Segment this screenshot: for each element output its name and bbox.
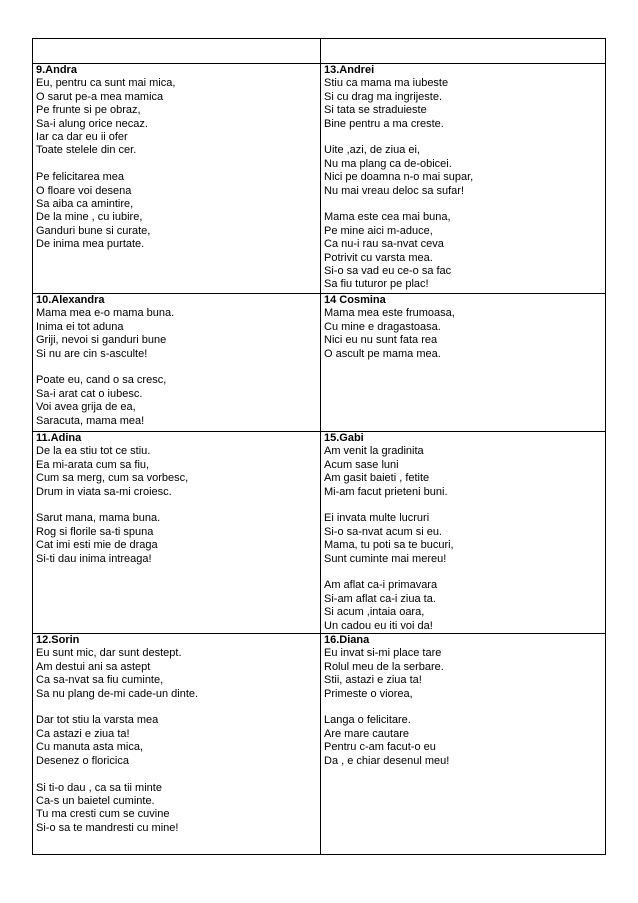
poem-stanza: Am aflat ca-i primavara Si-am aflat ca-i ziua ta. Si acum ,intaia oara, Un cadou eu iti voi da! [324,579,438,632]
poem-stanza: Langa o felicitare. Are mare cautare Pentru c-am facut-o eu Da , e chiar desenul meu! [324,714,450,767]
poem-cell-andra [33,64,321,294]
poem-title: 11.Adina [36,432,82,444]
poem-row [33,634,606,855]
poem-stanza: Eu invat si-mi place tare Rolul meu de la serbare. Stii, astazi e ziua ta! Primeste o viorea, [324,647,444,700]
poem-title: 15.Gabi [324,432,364,444]
header-cell-left [33,39,321,64]
poem-stanza: Pe felicitarea mea O floare voi desena Sa aiba ca amintire, De la mine , cu iubire, Ganduri bune si curate, De inima mea purtate. [36,171,151,251]
poem-title: 14 Cosmina [324,294,386,306]
poem-cell-andrei [321,64,606,294]
poem-stanza: Ei invata multe lucruri Si-o sa-nvat acum si eu. Mama, tu poti sa te bucuri, Sunt cuminte mai mereu! [324,512,454,565]
poem-stanza: Uite ,azi, de ziua ei, Nu ma plang ca de-obicei. Nici pe doamna n-o mai supar, Nu mai vreau deloc sa sufar! [324,144,474,197]
poem-cell-diana [321,634,606,855]
poem-stanza: Mama mea e-o mama buna. Inima ei tot aduna Griji, nevoi si ganduri bune Si nu are cin s-asculte! [36,307,175,360]
poem-stanza: Stiu ca mama ma iubeste Si cu drag ma ingrijeste. Si tata se straduieste Bine pentru a ma creste. [324,77,449,130]
poem-cell-alexandra [33,294,321,432]
poem-title: 10.Alexandra [36,294,105,306]
poem-row [33,64,606,294]
poem-stanza: Eu sunt mic, dar sunt destept. Am destui ani sa astept Ca sa-nvat sa fiu cuminte, Sa nu plang de-mi cade-un dinte. [36,647,199,700]
poem-title: 9.Andra [36,64,77,76]
poem-stanza: De la ea stiu tot ce stiu. Ea mi-arata cum sa fiu, Cum sa merg, cum sa vorbesc, Drum in viata sa-mi croiesc. [36,445,189,498]
poem-cell-cosmina [321,294,606,432]
poem-stanza: Poate eu, cand o sa cresc, Sa-i arat cat o iubesc. Voi avea grija de ea, Saracuta, mama mea! [36,374,167,427]
poem-row [33,294,606,432]
poem-stanza: Si ti-o dau , ca sa tii minte Ca-s un baietel cuminte. Tu ma cresti cum se cuvine Si-o sa te mandresti cu mine! [36,781,179,834]
poem-stanza: Dar tot stiu la varsta mea Ca astazi e ziua ta! Cu manuta asta mica, Desenez o floricica [36,714,159,767]
poem-title: 16.Diana [324,634,370,647]
poem-cell-sorin [33,634,321,855]
poem-row [33,432,606,634]
poem-cell-gabi [321,432,606,634]
header-cell-right [321,39,606,64]
poem-stanza: Mama este cea mai buna, Pe mine aici m-aduce, Ca nu-i rau sa-nvat ceva Potrivit cu varsta mea. Si-o sa vad eu ce-o sa fac Sa fiu tuturor pe plac! [324,211,452,291]
poem-stanza: Mama mea este frumoasa, Cu mine e dragastoasa. Nici eu nu sunt fata rea O ascult pe mama mea. [324,307,455,360]
poem-cell-adina [33,432,321,634]
poem-stanza: Am venit la gradinita Acum sase luni Am gasit baieti , fetite Mi-am facut prieteni buni. [324,445,448,498]
poems-table [32,38,606,855]
poem-stanza: Eu, pentru ca sunt mai mica, O sarut pe-a mea mamica Pe frunte si pe obraz, Sa-i alung orice necaz. Iar ca dar eu ii ofer Toate stelele din cer. [36,77,176,157]
header-row [33,39,606,64]
poem-stanza: Sarut mana, mama buna. Rog si florile sa-ti spuna Cat imi esti mie de draga Si-ti dau inima intreaga! [36,512,161,565]
poem-title: 12.Sorin [36,634,80,647]
poem-title: 13.Andrei [324,64,375,76]
